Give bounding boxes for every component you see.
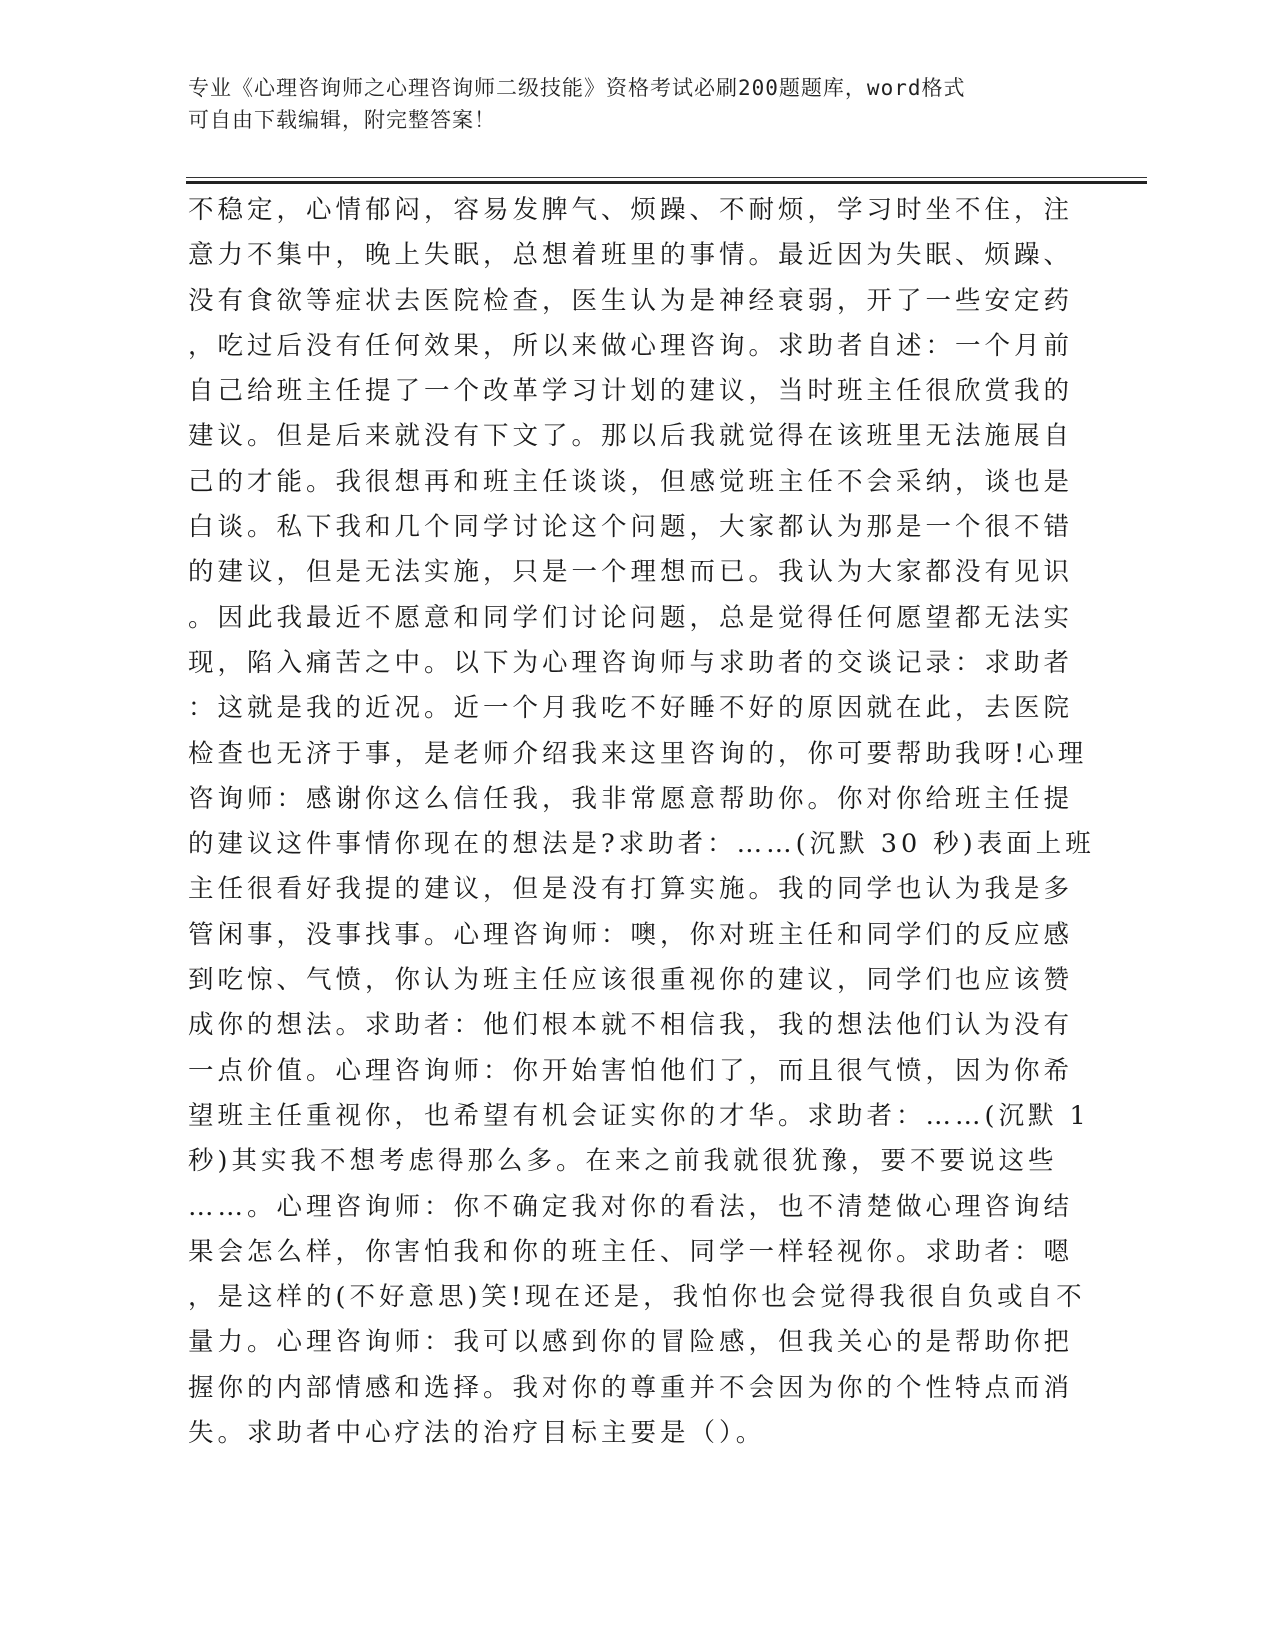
passage-line: 意力不集中，晚上失眠，总想着班里的事情。最近因为失眠、烦躁、 xyxy=(188,240,1074,271)
passage-line: 管闲事，没事找事。心理咨询师：噢，你对班主任和同学们的反应感 xyxy=(188,919,1074,950)
passage-line: 失。求助者中心疗法的治疗目标主要是（）。 xyxy=(188,1418,766,1449)
passage-line: 现，陷入痛苦之中。以下为心理咨询师与求助者的交谈记录：求助者 xyxy=(188,647,1074,678)
passage-line: ……。心理咨询师：你不确定我对你的看法，也不清楚做心理咨询结 xyxy=(188,1191,1074,1222)
passage-line: ：这就是我的近况。近一个月我吃不好睡不好的原因就在此，去医院 xyxy=(188,693,1074,724)
passage-line: 。因此我最近不愿意和同学们讨论问题，总是觉得任何愿望都无法实 xyxy=(188,602,1074,633)
passage-line: 握你的内部情感和选择。我对你的尊重并不会因为你的个性特点而消 xyxy=(188,1372,1074,1403)
passage-line: 望班主任重视你，也希望有机会证实你的才华。求助者：……(沉默 1 xyxy=(188,1100,1090,1131)
header-line: 可自由下载编辑，附完整答案！ xyxy=(188,108,496,132)
passage-line: 咨询师：感谢你这么信任我，我非常愿意帮助你。你对你给班主任提 xyxy=(188,783,1074,814)
passage-line: 主任很看好我提的建议，但是没有打算实施。我的同学也认为我是多 xyxy=(188,874,1074,905)
passage-line: 自己给班主任提了一个改革学习计划的建议，当时班主任很欣赏我的 xyxy=(188,376,1074,407)
passage-line: 检查也无济于事，是老师介绍我来这里咨询的，你可要帮助我呀!心理 xyxy=(188,738,1088,769)
passage-line: ，吃过后没有任何效果，所以来做心理咨询。求助者自述：一个月前 xyxy=(188,330,1074,361)
passage-line: 果会怎么样，你害怕我和你的班主任、同学一样轻视你。求助者：嗯 xyxy=(188,1236,1074,1267)
question-passage xyxy=(188,188,1095,1456)
passage-line: 秒)其实我不想考虑得那么多。在来之前我就很犹豫，要不要说这些 xyxy=(188,1146,1058,1177)
passage-line: 到吃惊、气愤，你认为班主任应该很重视你的建议，同学们也应该赞 xyxy=(188,965,1074,996)
passage-line: 建议。但是后来就没有下文了。那以后我就觉得在该班里无法施展自 xyxy=(188,421,1074,452)
header-line: 专业《心理咨询师之心理咨询师二级技能》资格考试必刷200题题库，word格式 xyxy=(188,76,966,100)
passage-line: 量力。心理咨询师：我可以感到你的冒险感，但我关心的是帮助你把 xyxy=(188,1327,1074,1358)
passage-line: 成你的想法。求助者：他们根本就不相信我，我的想法他们认为没有 xyxy=(188,1010,1074,1041)
page-header xyxy=(188,72,1068,136)
passage-line: 不稳定，心情郁闷，容易发脾气、烦躁、不耐烦，学习时坐不住，注 xyxy=(188,195,1074,225)
passage-line: 的建议，但是无法实施，只是一个理想而已。我认为大家都没有见识 xyxy=(188,557,1074,588)
header-divider-thin xyxy=(186,177,1147,178)
passage-line: 己的才能。我很想再和班主任谈谈，但感觉班主任不会采纳，谈也是 xyxy=(188,466,1074,497)
header-divider-thick xyxy=(186,181,1147,184)
passage-line: 没有食欲等症状去医院检查，医生认为是神经衰弱，开了一些安定药 xyxy=(188,285,1074,316)
passage-line: 白谈。私下我和几个同学讨论这个问题，大家都认为那是一个很不错 xyxy=(188,512,1074,543)
passage-line: 一点价值。心理咨询师：你开始害怕他们了，而且很气愤，因为你希 xyxy=(188,1055,1074,1086)
passage-line: ，是这样的(不好意思)笑!现在还是，我怕你也会觉得我很自负或自不 xyxy=(188,1282,1086,1313)
passage-line: 的建议这件事情你现在的想法是?求助者：……(沉默 30 秒)表面上班 xyxy=(188,829,1095,860)
